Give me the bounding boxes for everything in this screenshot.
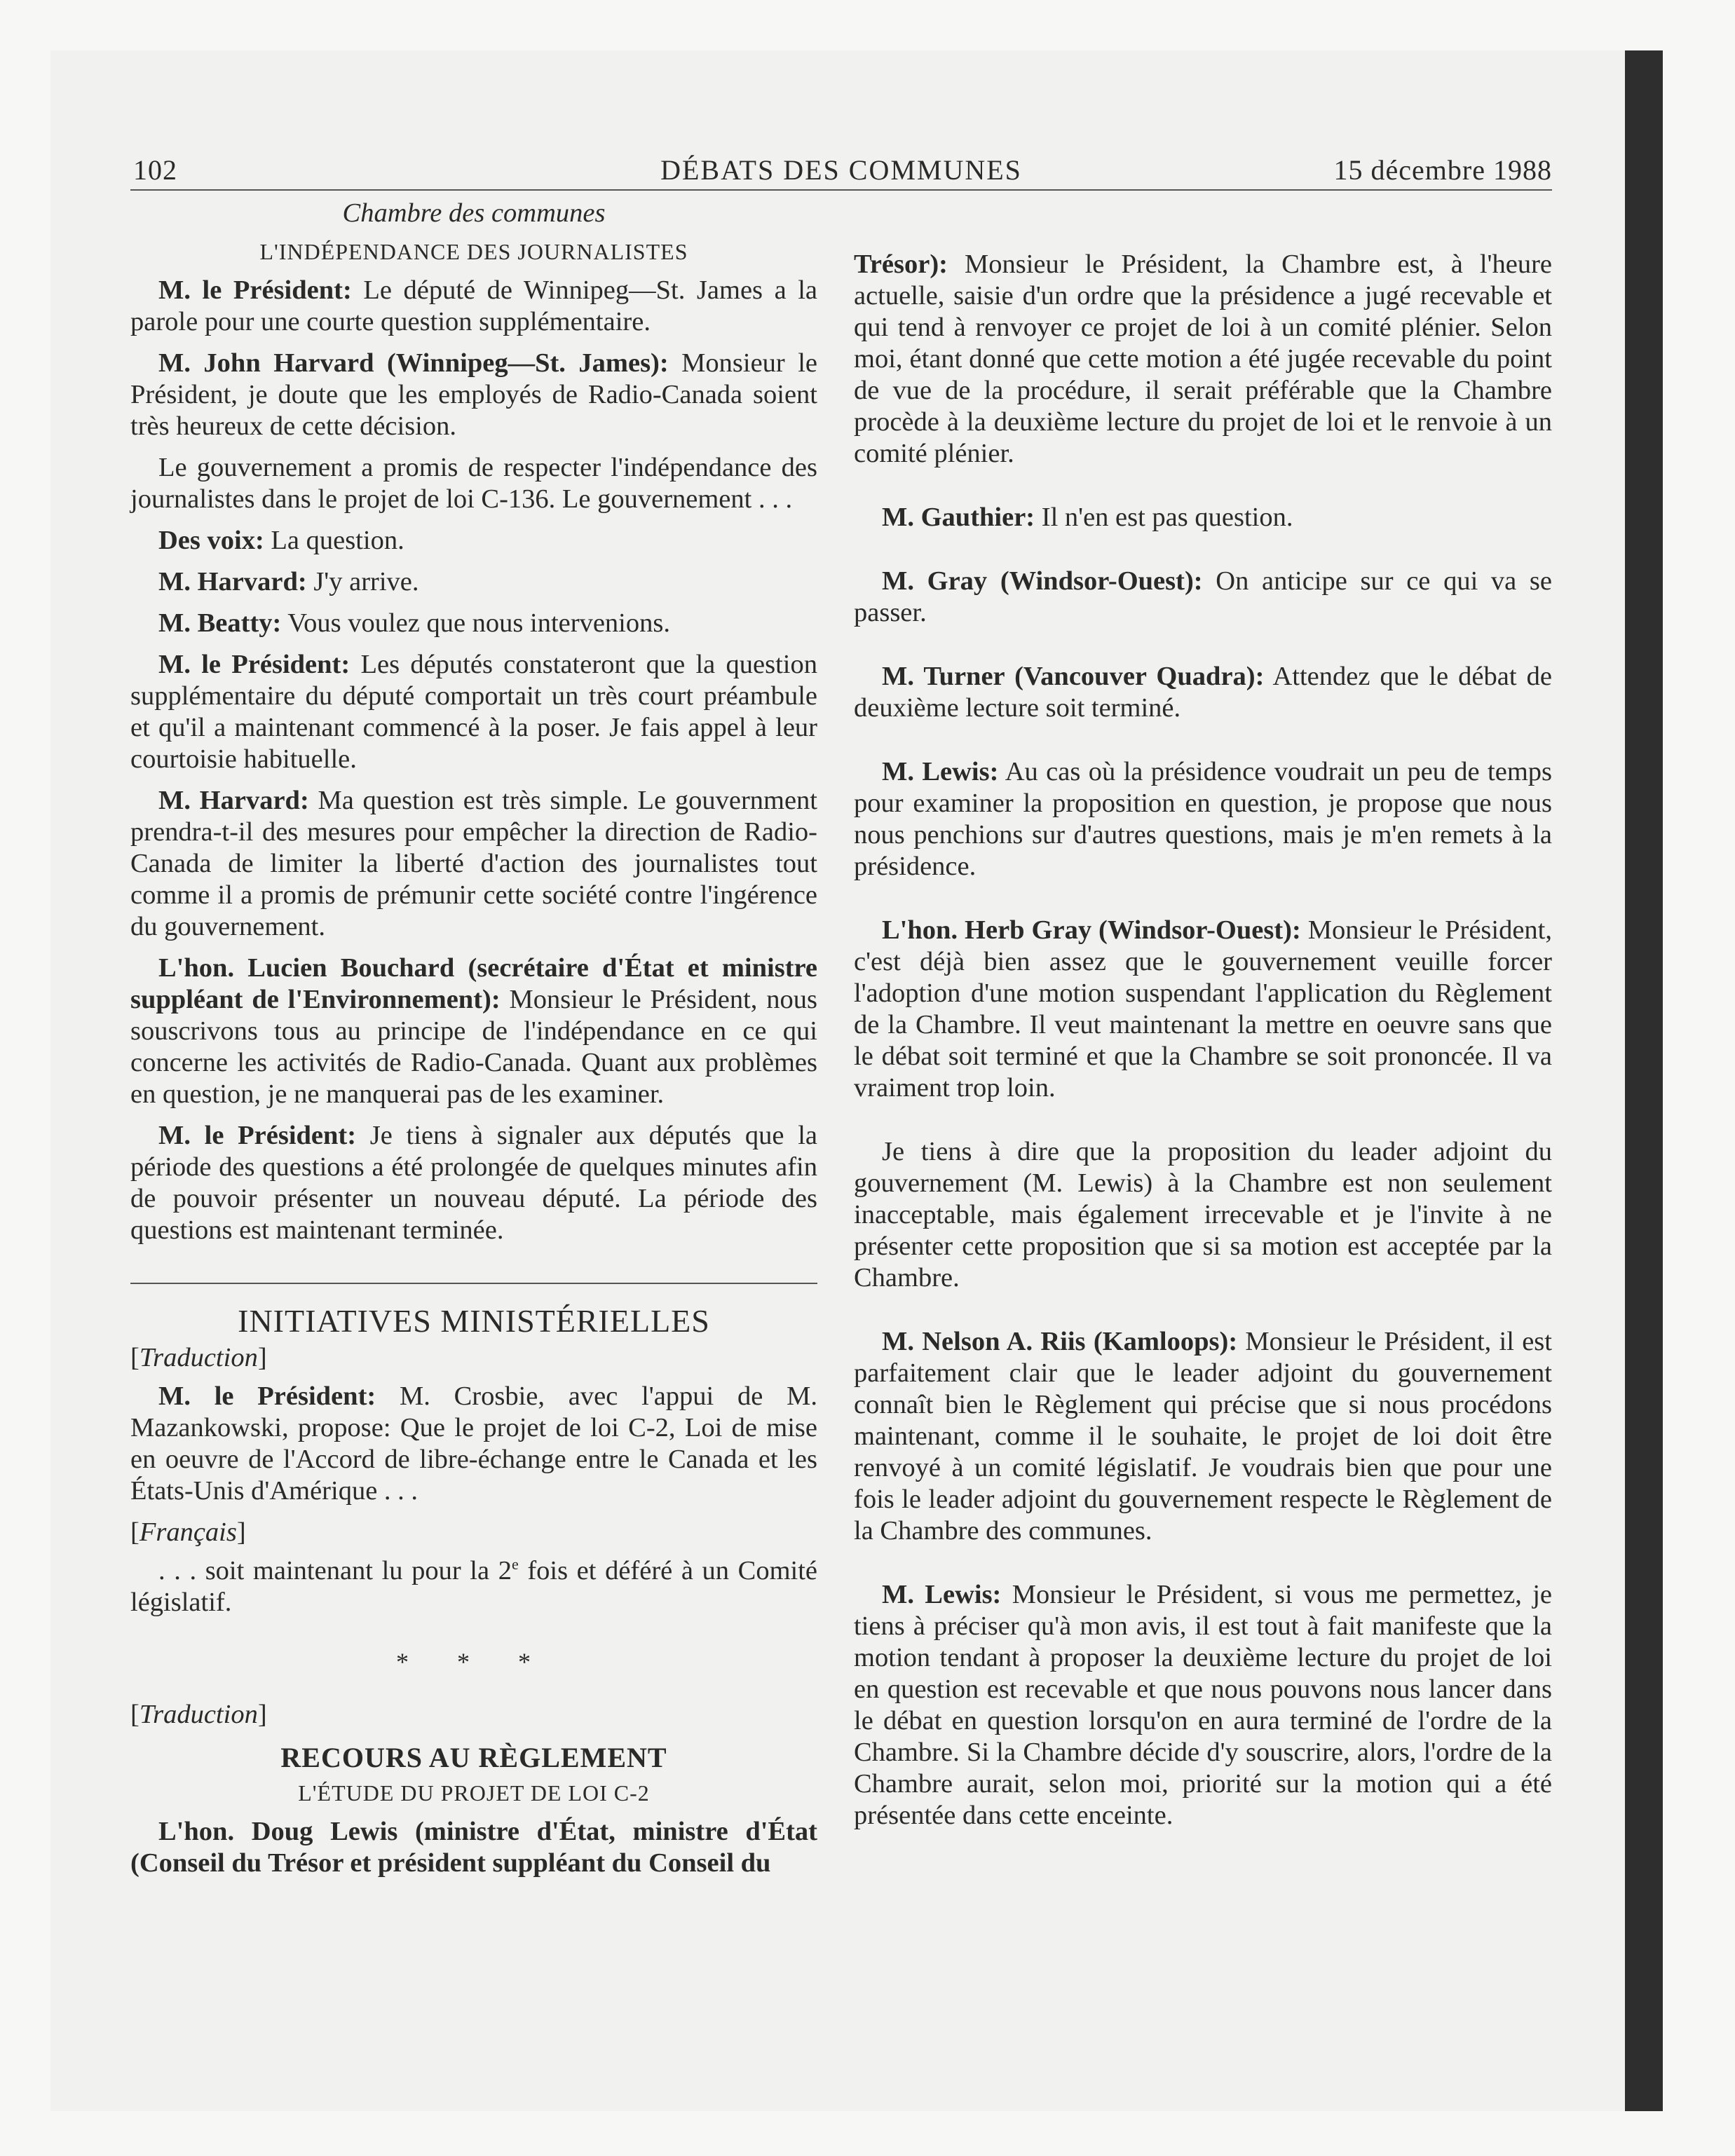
paragraph: L'hon. Lucien Bouchard (secrétaire d'État et ministre suppléant de l'Environnement): Monsieur le Président, nous souscrivons tous au principe de l'indépendance en ce qui concerne les activités de Radio-Canada. Quant aux problèmes en question, je ne manquerai pas de les examiner.	[130, 953, 817, 1109]
scan-edge-bar	[1625, 50, 1663, 2111]
paragraph: M. Beatty: Vous voulez que nous intervenions.	[158, 608, 670, 638]
speaker: M. Turner (Vancouver Quadra):	[882, 662, 1265, 691]
speaker: L'hon. Lucien Bouchard (secrétaire d'État et ministre suppléant de l'Environnement):	[130, 953, 817, 1014]
translation-note: [Traduction]	[130, 1343, 267, 1372]
speaker: M. le Président:	[158, 275, 352, 305]
paragraph: M. Turner (Vancouver Quadra): Attendez que le débat de deuxième lecture soit terminé.	[854, 662, 1553, 723]
publication-title: DÉBATS DES COMMUNES	[660, 154, 1022, 186]
speaker: M. Gray (Windsor-Ouest):	[882, 566, 1203, 596]
speaker: Des voix:	[158, 526, 264, 555]
speaker: M. Harvard:	[158, 567, 307, 596]
speaker: Trésor):	[854, 250, 948, 279]
paragraph: M. Lewis: Monsieur le Président, si vous me permettez, je tiens à préciser qu'à mon avis, il est tout à fait manifeste que la motion tendant à proposer la deuxième lecture du projet de loi en question est recevable et que nous pouvons nous lancer dans le débat en question lorsqu'on en aura terminé de l'ordre de la Chambre. Si la Chambre décide d'y souscrire, alors, l'ordre de la Chambre aurait, selon moi, priorité sur la motion qui a été présentée dans cette enceinte.	[854, 1580, 1552, 1830]
speaker: M. Beatty:	[158, 608, 282, 638]
paragraph: L'hon. Herb Gray (Windsor-Ouest): Monsieur le Président, c'est déjà bien assez que le gouvernement veuille forcer l'adoption d'une motion suspendant l'application du Règlement de la Chambre. Il veut maintenant la mettre en oeuvre sans que le débat soit terminé et que la Chambre se soit prononcée. Il va vraiment trop loin.	[854, 915, 1552, 1103]
paragraph: M. Harvard: J'y arrive.	[158, 567, 419, 596]
speaker: M. Lewis:	[882, 1580, 1002, 1609]
paragraph: M. Nelson A. Riis (Kamloops): Monsieur le Président, il est parfaitement clair que le leader adjoint du gouvernement connaît bien le Règlement qui précise que si nous procédons maintenant, comme il le souhaite, le projet de loi doit être renvoyé à un comité législatif. Je voudrais bien que pour une fois le leader adjoint du gouvernement respecte le Règlement de la Chambre des communes.	[854, 1327, 1552, 1546]
paragraph: M. Harvard: Ma question est très simple. Le gouvernment prendra-t-il des mesures pour empêcher la direction de Radio-Canada de limiter la liberté d'action des journalistes tout comme il a promis de prémunir cette société contre l'ingérence du gouvernement.	[130, 786, 817, 941]
page-number: 102	[133, 154, 177, 186]
speaker: M. le Président:	[158, 1121, 357, 1150]
chamber-heading: Chambre des communes	[342, 198, 606, 228]
left-column	[130, 198, 817, 1889]
language-note: [Français]	[130, 1517, 246, 1547]
speaker: M. John Harvard (Winnipeg—St. James):	[158, 348, 669, 378]
speaker: M. Gauthier:	[882, 503, 1035, 532]
paragraph	[130, 1816, 817, 1879]
separator-stars: * * *	[396, 1648, 552, 1676]
page-header	[130, 147, 1552, 191]
speaker: M. le Président:	[158, 650, 351, 679]
section-heading: INITIATIVES MINISTÉRIELLES	[238, 1303, 710, 1339]
page-date: 15 décembre 1988	[1333, 154, 1552, 186]
paragraph: M. le Président: Je tiens à signaler aux députés que la période des questions a été prolongée de quelques minutes afin de pouvoir présenter un nouveau député. La période des questions est maintenant terminée.	[130, 1121, 817, 1245]
paragraph: M. le Président: M. Crosbie, avec l'appui de M. Mazankowski, propose: Que le projet de loi C-2, Loi de mise en oeuvre de l'Accord de libre-échange entre le Canada et les États-Unis d'Amérique . . .	[130, 1381, 817, 1506]
speaker: M. Nelson A. Riis (Kamloops):	[882, 1327, 1238, 1356]
paragraph: Trésor): Monsieur le Président, la Chambre est, à l'heure actuelle, saisie d'un ordre que la présidence a jugé recevable et qui tend à renvoyer ce projet de loi à un comité plénier. Selon moi, étant donné que cette motion a été jugée recevable du point de vue de la procédure, il serait préférable que la Chambre procède à la deuxième lecture du projet de loi et le renvoie à un comité plénier.	[854, 250, 1552, 468]
paragraph: Le gouvernement a promis de respecter l'indépendance des journalistes dans le projet de loi C-136. Le gouvernement . . .	[130, 453, 817, 514]
paragraph: M. Gray (Windsor-Ouest): On anticipe sur ce qui va se passer.	[854, 566, 1553, 627]
paragraph: M. Gauthier: Il n'en est pas question.	[882, 503, 1293, 532]
speaker: M. Lewis:	[882, 757, 999, 786]
paragraph: M. le Président: Le député de Winnipeg—St. James a la parole pour une courte question supplémentaire.	[130, 275, 817, 336]
paragraph: Je tiens à dire que la proposition du leader adjoint du gouvernement (M. Lewis) à la Chambre est non seulement inacceptable, mais également irrecevable et je l'invite à ne présenter cette proposition que si sa motion est acceptée par la Chambre.	[854, 1137, 1552, 1292]
section-heading: RECOURS AU RÈGLEMENT	[280, 1742, 667, 1773]
paragraph: M. John Harvard (Winnipeg—St. James): Monsieur le Président, je doute que les employés de Radio-Canada soient très heureux de cette décision.	[130, 348, 818, 441]
speaker: L'hon. Herb Gray (Windsor-Ouest):	[882, 915, 1301, 945]
section-divider	[130, 1283, 817, 1284]
topic-heading: L'INDÉPENDANCE DES JOURNALISTES	[259, 239, 688, 264]
speaker: M. Harvard:	[158, 786, 309, 815]
paragraph: . . . soit maintenant lu pour la 2e fois et déféré à un Comité législatif.	[130, 1555, 817, 1617]
translation-note: [Traduction]	[130, 1700, 267, 1729]
paragraph: M. Lewis: Au cas où la présidence voudrait un peu de temps pour examiner la proposition en question, je propose que nous nous penchions sur d'autres questions, mais je m'en remets à la présidence.	[854, 757, 1552, 881]
right-column	[854, 249, 1552, 1864]
paragraph: Des voix: La question.	[158, 526, 404, 555]
topic-heading: L'ÉTUDE DU PROJET DE LOI C-2	[298, 1780, 650, 1806]
speaker: L'hon. Doug Lewis (ministre d'État, ministre d'État (Conseil du Trésor et président suppléant du Conseil du	[130, 1817, 817, 1878]
paragraph: M. le Président: Les députés constateront que la question supplémentaire du député comportait un très court préambule et qu'il a maintenant commencé à la poser. Je fais appel à leur courtoisie habituelle.	[130, 650, 817, 774]
speaker: M. le Président:	[158, 1381, 376, 1411]
